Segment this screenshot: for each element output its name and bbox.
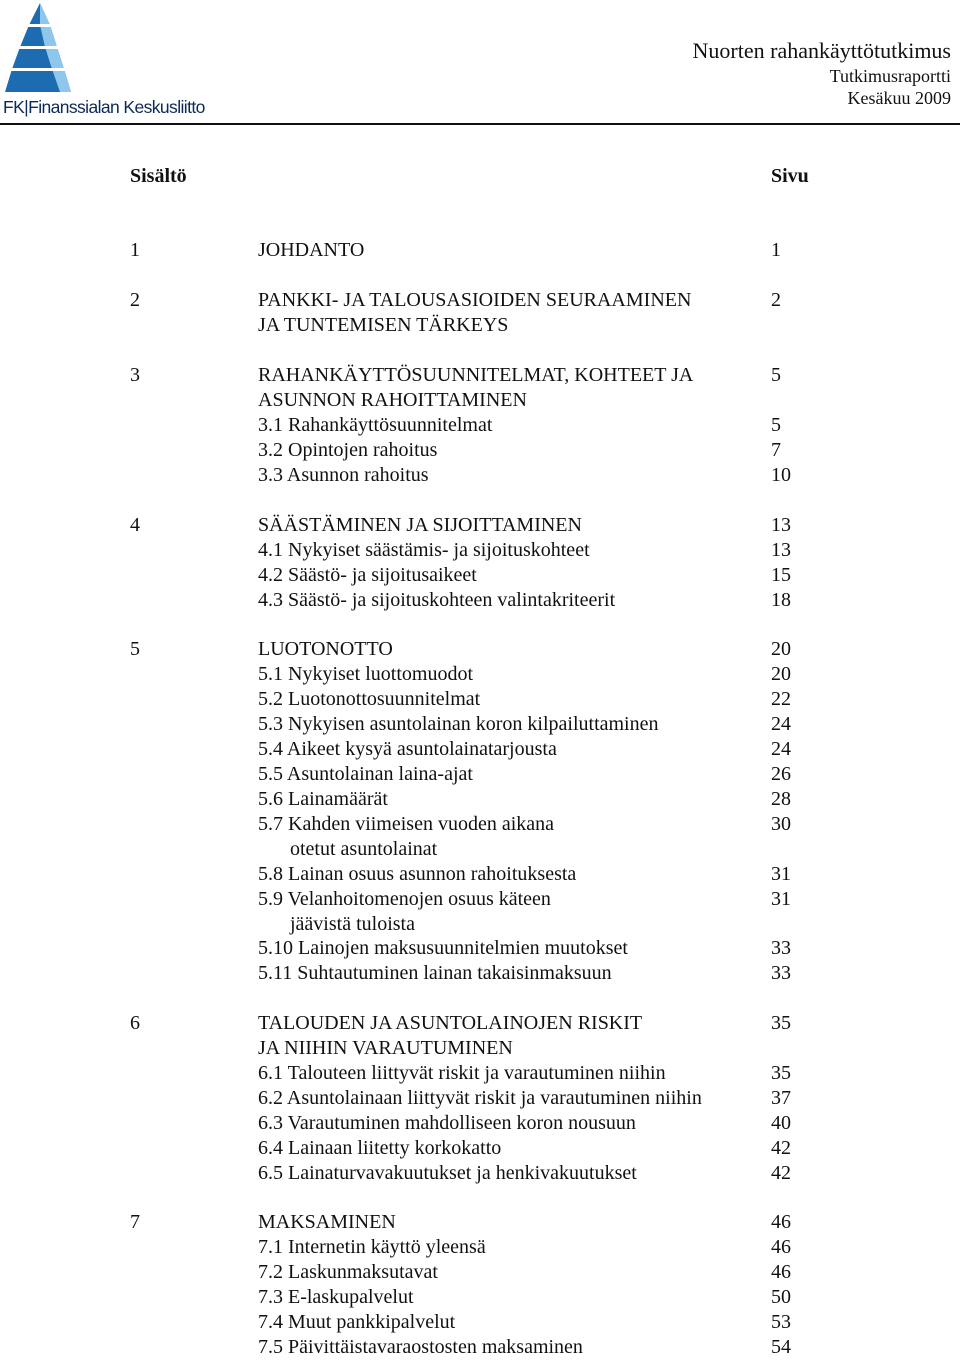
toc-chapter-title: JOHDANTO	[258, 239, 365, 261]
toc-page-number: 18	[771, 589, 791, 611]
toc-entry-title: 5.11 Suhtautuminen lainan takaisinmaksuun	[258, 962, 612, 984]
toc-chapter-number: 2	[130, 289, 140, 311]
toc-page-number: 46	[771, 1261, 791, 1283]
toc-page-number: 20	[771, 663, 791, 685]
toc-page-number: 50	[771, 1286, 791, 1308]
report-type: Tutkimusraportti	[829, 66, 951, 86]
toc-page-number: 42	[771, 1137, 791, 1159]
toc-page-number: 37	[771, 1087, 791, 1109]
toc-entry-title: 6.2 Asuntolainaan liittyvät riskit ja varautuminen niihin	[258, 1087, 702, 1109]
toc-page-number: 7	[771, 439, 781, 461]
toc-entry-title: 5.9 Velanhoitomenojen osuus käteen	[258, 888, 551, 910]
toc-page-number: 13	[771, 514, 791, 536]
toc-entry-title: 5.6 Lainamäärät	[258, 788, 388, 810]
toc-heading: Sisältö	[130, 165, 187, 187]
toc-page-number: 35	[771, 1012, 791, 1034]
toc-page-number: 13	[771, 539, 791, 561]
toc-entry-title: 7.2 Laskunmaksutavat	[258, 1261, 438, 1283]
toc-chapter-number: 5	[130, 638, 140, 660]
toc-entry-title: 3.3 Asunnon rahoitus	[258, 464, 429, 486]
toc-page-number: 31	[771, 888, 791, 910]
toc-chapter-title: SÄÄSTÄMINEN JA SIJOITTAMINEN	[258, 514, 582, 536]
toc-page-number: 24	[771, 713, 791, 735]
toc-page-number: 1	[771, 239, 781, 261]
toc-entry-title: 6.4 Lainaan liitetty korkokatto	[258, 1137, 502, 1159]
toc-entry-title: ASUNNON RAHOITTAMINEN	[258, 389, 527, 411]
toc-entry-title: 4.1 Nykyiset säästämis- ja sijoituskohteet	[258, 539, 590, 561]
toc-page-number: 5	[771, 364, 781, 386]
toc-entry-title: 3.2 Opintojen rahoitus	[258, 439, 438, 461]
toc-page-number: 54	[771, 1336, 791, 1358]
toc-page-number: 46	[771, 1211, 791, 1233]
toc-chapter-title: PANKKI- JA TALOUSASIOIDEN SEURAAMINEN	[258, 289, 692, 311]
toc-entry-title: 5.5 Asuntolainan laina-ajat	[258, 763, 473, 785]
toc-chapter-number: 1	[130, 239, 140, 261]
toc-chapter-title: MAKSAMINEN	[258, 1211, 396, 1233]
toc-chapter-title: RAHANKÄYTTÖSUUNNITELMAT, KOHTEET JA	[258, 364, 694, 386]
toc-entry-title: 7.4 Muut pankkipalvelut	[258, 1311, 456, 1333]
toc-entry-title: 6.1 Talouteen liittyvät riskit ja varautuminen niihin	[258, 1062, 666, 1084]
toc-page-number: 33	[771, 937, 791, 959]
toc-entry-title: 7.3 E-laskupalvelut	[258, 1286, 414, 1308]
toc-entry-title: 6.5 Lainaturvavakuutukset ja henkivakuutukset	[258, 1162, 637, 1184]
toc-page-number: 31	[771, 863, 791, 885]
report-title: Nuorten rahankäyttötutkimus	[692, 38, 951, 63]
toc-entry-title: 4.2 Säästö- ja sijoitusaikeet	[258, 564, 477, 586]
toc-page-number: 20	[771, 638, 791, 660]
toc-chapter-number: 3	[130, 364, 140, 386]
toc-entry-title: 3.1 Rahankäyttösuunnitelmat	[258, 414, 493, 436]
toc-page-number: 30	[771, 813, 791, 835]
toc-page-number: 5	[771, 414, 781, 436]
toc-entry-title: 7.5 Päivittäistavaraostosten maksaminen	[258, 1336, 583, 1358]
report-date: Kesäkuu 2009	[847, 88, 951, 108]
toc-chapter-title: TALOUDEN JA ASUNTOLAINOJEN RISKIT	[258, 1012, 643, 1034]
toc-page-number: 40	[771, 1112, 791, 1134]
toc-page-number: 10	[771, 464, 791, 486]
logo-wordmark: FK|Finanssialan Keskusliitto	[3, 97, 205, 117]
toc-page-number: 42	[771, 1162, 791, 1184]
toc-entry-title: 4.3 Säästö- ja sijoituskohteen valintakriteerit	[258, 589, 616, 611]
toc-entry-title: 5.8 Lainan osuus asunnon rahoituksesta	[258, 863, 577, 885]
toc-entry-title: jäävistä tuloista	[290, 913, 415, 935]
toc-entry-title: 6.3 Varautuminen mahdolliseen koron nousuun	[258, 1112, 636, 1134]
toc-page-heading: Sivu	[771, 165, 809, 187]
toc-entry-title: 5.2 Luotonottosuunnitelmat	[258, 688, 481, 710]
toc-entry-title: 5.3 Nykyisen asuntolainan koron kilpailuttaminen	[258, 713, 659, 735]
toc-chapter-number: 7	[130, 1211, 140, 1233]
toc-page-number: 53	[771, 1311, 791, 1333]
toc-entry-title: JA TUNTEMISEN TÄRKEYS	[258, 314, 509, 336]
toc-entry-title: 5.1 Nykyiset luottomuodot	[258, 663, 473, 685]
toc-chapter-number: 4	[130, 514, 140, 536]
toc-page-number: 22	[771, 688, 791, 710]
toc-entry-title: 5.10 Lainojen maksusuunnitelmien muutokset	[258, 937, 628, 959]
toc-chapter-title: LUOTONOTTO	[258, 638, 393, 660]
toc-chapter-number: 6	[130, 1012, 140, 1034]
toc-page-number: 33	[771, 962, 791, 984]
toc-page-number: 35	[771, 1062, 791, 1084]
toc-page-number: 46	[771, 1236, 791, 1258]
header-divider	[0, 123, 960, 125]
toc-entry-title: otetut asuntolainat	[290, 838, 438, 860]
toc-page-number: 15	[771, 564, 791, 586]
toc-page-number: 24	[771, 738, 791, 760]
toc-entry-title: 7.1 Internetin käyttö yleensä	[258, 1236, 486, 1258]
toc-page-number: 2	[771, 289, 781, 311]
toc-entry-title: 5.4 Aikeet kysyä asuntolainatarjousta	[258, 738, 557, 760]
toc-entry-title: JA NIIHIN VARAUTUMINEN	[258, 1037, 513, 1059]
toc-page-number: 26	[771, 763, 791, 785]
toc-entry-title: 5.7 Kahden viimeisen vuoden aikana	[258, 813, 555, 835]
toc-page-number: 28	[771, 788, 791, 810]
